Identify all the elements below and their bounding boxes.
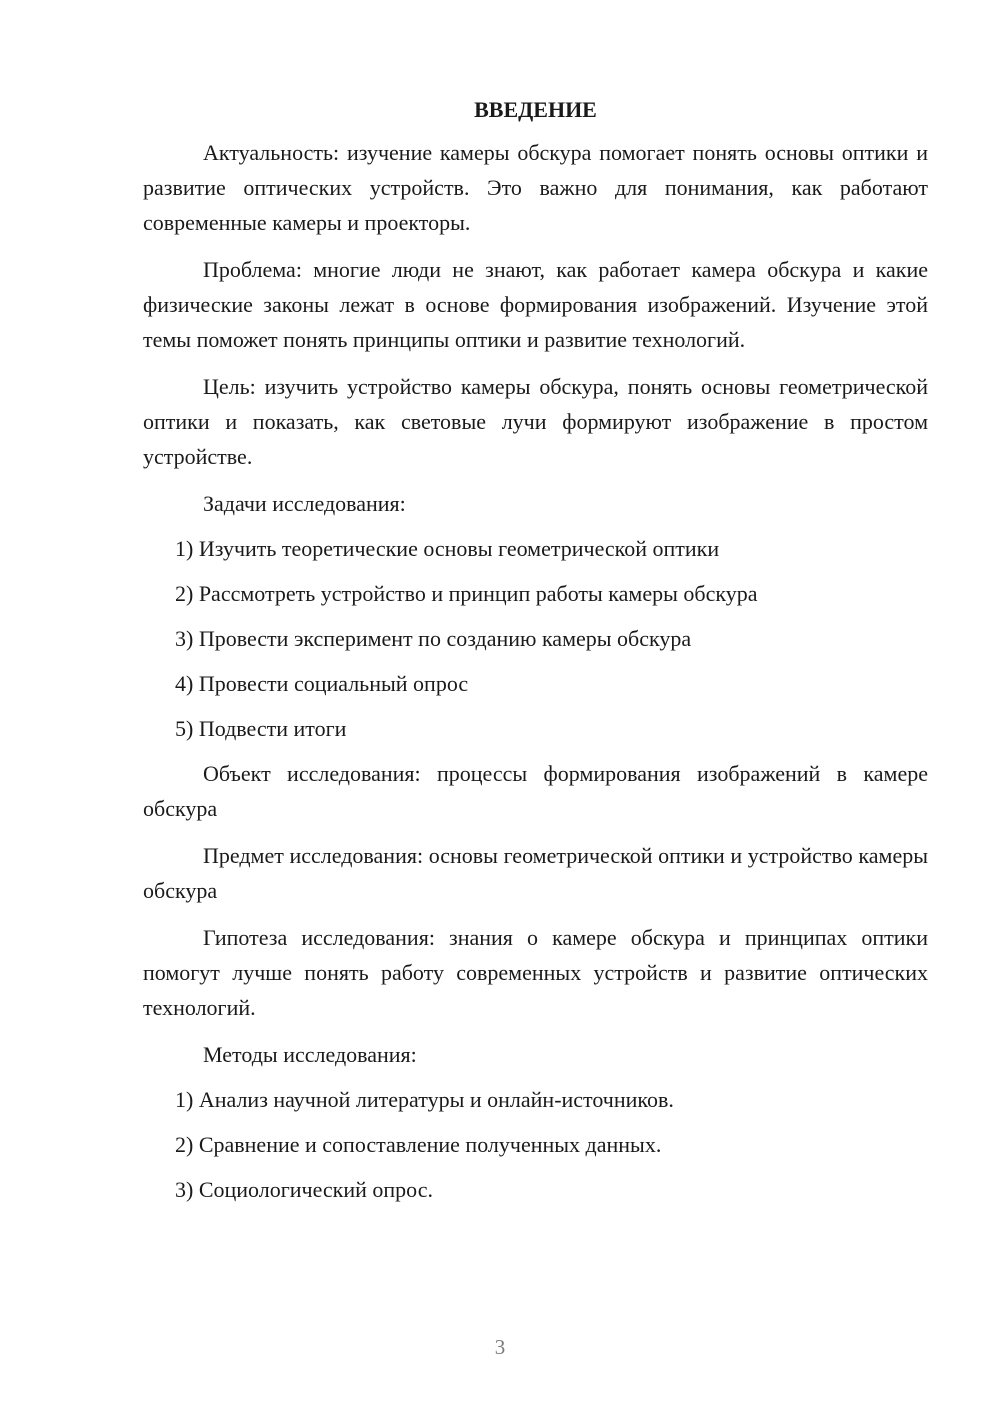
- page-content: [143, 92, 928, 1217]
- task-item: 3) Провести эксперимент по созданию камеры обскура: [175, 626, 692, 651]
- problem-paragraph: Проблема: многие люди не знают, как работает камера обскура и какие физические законы лежат в основе формирования изображений. Изучение этой темы поможет понять принципы оптики и развитие технологий.: [143, 257, 928, 352]
- method-item: 1) Анализ научной литературы и онлайн-источников.: [175, 1087, 674, 1112]
- tasks-list: [143, 531, 928, 746]
- hypothesis-paragraph: Гипотеза исследования: знания о камере обскура и принципах оптики помогут лучше понять работу современных устройств и развитие оптических технологий.: [143, 925, 928, 1020]
- page-number: 3: [494, 1335, 506, 1359]
- method-item: 3) Социологический опрос.: [175, 1177, 433, 1202]
- task-item: 5) Подвести итоги: [175, 716, 347, 741]
- methods-list: [143, 1082, 928, 1207]
- method-item: 2) Сравнение и сопоставление полученных данных.: [175, 1132, 662, 1157]
- section-title: ВВЕДЕНИЕ: [474, 97, 597, 122]
- goal-paragraph: Цель: изучить устройство камеры обскура, понять основы геометрической оптики и показать, как световые лучи формируют изображение в простом устройстве.: [143, 374, 928, 469]
- methods-heading: Методы исследования:: [203, 1042, 417, 1067]
- object-paragraph: Объект исследования: процессы формирования изображений в камере обскура: [143, 761, 928, 821]
- task-item: 2) Рассмотреть устройство и принцип работы камеры обскура: [175, 581, 758, 606]
- subject-paragraph: Предмет исследования: основы геометрической оптики и устройство камеры обскура: [143, 843, 928, 903]
- tasks-heading: Задачи исследования:: [203, 491, 406, 516]
- relevance-paragraph: Актуальность: изучение камеры обскура помогает понять основы оптики и развитие оптических устройств. Это важно для понимания, как работают современные камеры и проекторы.: [143, 140, 928, 235]
- task-item: 1) Изучить теоретические основы геометрической оптики: [175, 536, 720, 561]
- task-item: 4) Провести социальный опрос: [175, 671, 469, 696]
